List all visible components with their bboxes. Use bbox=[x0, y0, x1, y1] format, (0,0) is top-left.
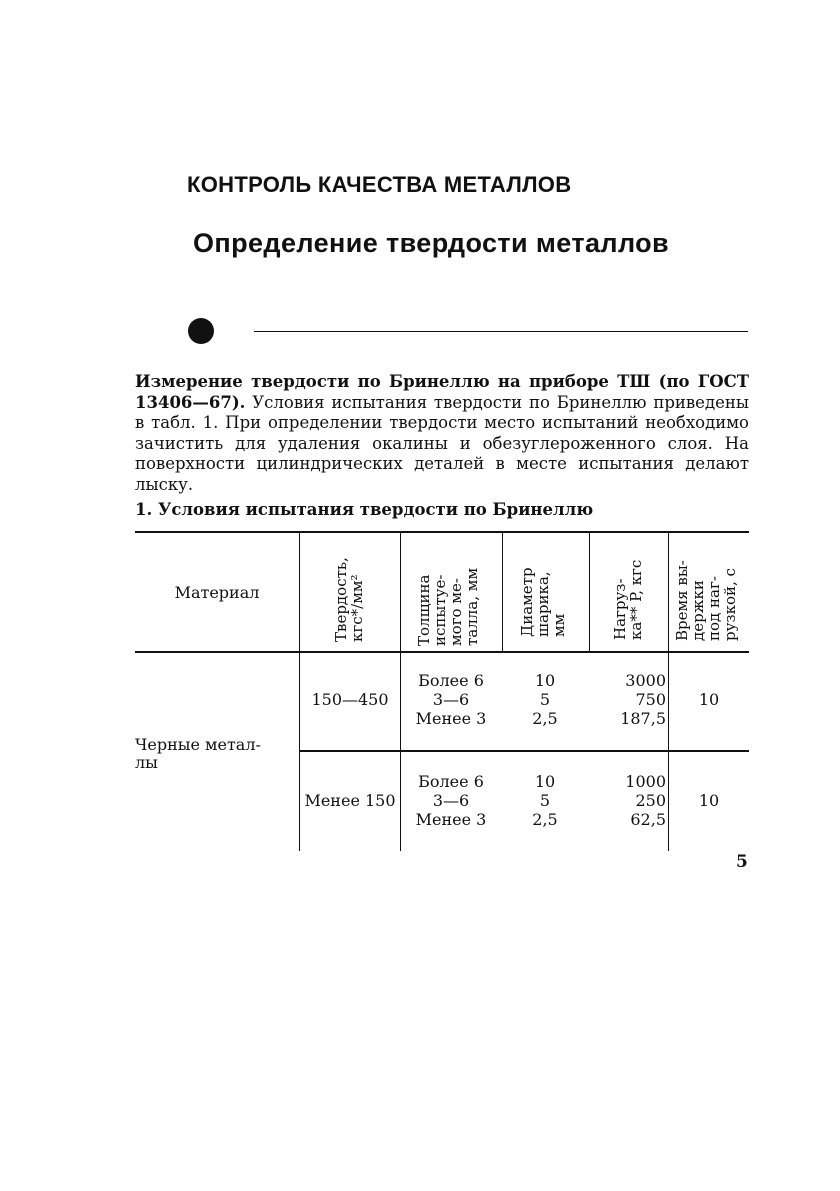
row2-ball-diameter: 10 5 2,5 bbox=[532, 772, 558, 829]
page-number: 5 bbox=[736, 852, 748, 872]
row1-ball-diameter: 10 5 2,5 bbox=[532, 671, 558, 728]
table-caption: 1. Условия испытания твердости по Бринеллю bbox=[135, 500, 594, 519]
brinell-conditions-table bbox=[135, 531, 749, 851]
header-thickness: Толщина испытуе- мого ме- талла, мм bbox=[415, 567, 481, 646]
paragraph-body: Условия испытания твердости по Бринеллю приведены в табл. 1. При определении твердости место испытаний необходимо зачистить для удаления окалины и обезуглероженного слоя. На поверхности цилиндрических деталей в месте испытания делают лыску. bbox=[135, 392, 749, 494]
row2-hold-time: 10 bbox=[698, 791, 720, 810]
row2-load: 1000 250 62,5 bbox=[625, 772, 666, 829]
table-col-divider bbox=[589, 533, 590, 651]
row1-hardness: 150—450 bbox=[311, 690, 389, 709]
header-material: Материал bbox=[174, 583, 260, 602]
table-col-divider bbox=[299, 652, 300, 851]
row1-load: 3000 750 187,5 bbox=[620, 671, 666, 728]
row2-thickness: Более 6 3—6 Менее 3 bbox=[415, 772, 487, 829]
row1-hold-time: 10 bbox=[698, 690, 720, 709]
row1-thickness: Более 6 3—6 Менее 3 bbox=[415, 671, 487, 728]
row2-hardness: Менее 150 bbox=[304, 791, 396, 810]
header-ball-diameter: Диаметр шарика, мм bbox=[518, 567, 568, 637]
horizontal-rule bbox=[254, 331, 748, 332]
header-hold-time: Время вы- держки под наг- рузкой, с bbox=[673, 560, 739, 641]
paragraph-lead: Измерение твердости по Бринеллю на приборе ТШ (по ГОСТ 13406—67). bbox=[135, 372, 749, 412]
material-name: Черные метал- лы bbox=[135, 735, 261, 772]
subsection-title: Определение твердости металлов bbox=[193, 228, 670, 258]
bullet-dot-icon bbox=[188, 318, 214, 344]
table-col-divider bbox=[400, 533, 401, 651]
table-header-border bbox=[135, 651, 749, 653]
table-col-divider bbox=[299, 533, 300, 651]
table-col-divider bbox=[502, 533, 503, 651]
table-row-divider bbox=[299, 750, 749, 752]
header-hardness: Твердость, кгс*/мм² bbox=[332, 557, 366, 642]
table-col-divider bbox=[668, 652, 669, 851]
table-top-border bbox=[135, 531, 749, 533]
header-load: Нагруз- ка** P, кгс bbox=[611, 559, 645, 640]
table-col-divider bbox=[400, 652, 401, 851]
section-title: КОНТРОЛЬ КАЧЕСТВА МЕТАЛЛОВ bbox=[187, 172, 572, 197]
intro-paragraph bbox=[135, 372, 749, 495]
table-col-divider bbox=[668, 533, 669, 651]
